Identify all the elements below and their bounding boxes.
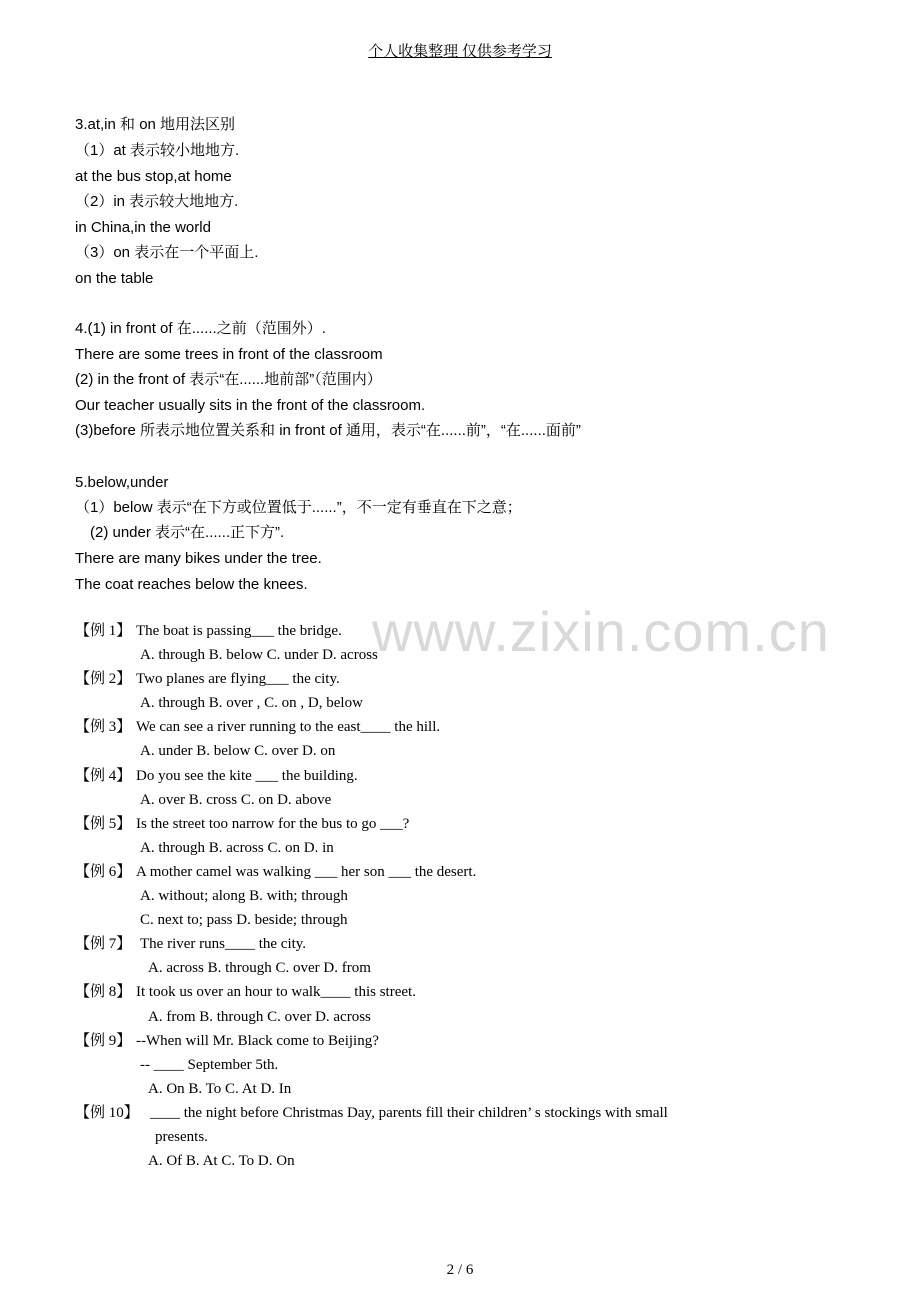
example-6-options-1: A. without; along B. with; through (140, 888, 348, 904)
example-5-options: A. through B. across C. on D. in (140, 840, 334, 856)
section-3-line-3: （3）on 表示在一个平面上. (75, 244, 259, 261)
section-4-line-3: (3)before 所表示地位置关系和 in front of 通用，表示“在......前”，“在......面前” (75, 422, 581, 439)
page-header: 个人收集整理 仅供参考学习 (368, 44, 552, 60)
example-2-options: A. through B. over , C. on , D, below (140, 695, 363, 711)
section-3-line-2: （2）in 表示较大地地方. (75, 193, 239, 210)
example-10-question: ____ the night before Christmas Day, parents fill their children’ s stockings with small (150, 1105, 668, 1121)
example-10-question-continued: presents. (155, 1129, 208, 1145)
section-5-line-1: （1）below 表示“在下方或位置低于......”，不一定有垂直在下之意； (75, 499, 522, 516)
section-4-line-1: 4.(1) in front of 在......之前（范围外）. (75, 320, 326, 337)
section-3-example-3: on the table (75, 270, 154, 287)
example-7-label: 【例 7】 (75, 936, 132, 952)
example-2-question: Two planes are flying___ the city. (136, 671, 340, 687)
example-5-label: 【例 5】 (75, 816, 132, 832)
example-4-question: Do you see the kite ___ the building. (136, 768, 358, 784)
example-5-question: Is the street too narrow for the bus to go ___? (136, 816, 410, 832)
example-7-question: The river runs____ the city. (140, 936, 307, 952)
example-6-label: 【例 6】 (75, 864, 132, 880)
example-3-label: 【例 3】 (75, 719, 132, 735)
example-9-question: --When will Mr. Black come to Beijing? (136, 1033, 379, 1049)
example-1-label: 【例 1】 (75, 623, 132, 639)
example-1-question: The boat is passing___ the bridge. (136, 623, 342, 639)
section-3-example-1: at the bus stop,at home (75, 168, 232, 185)
example-8-question: It took us over an hour to walk____ this street. (136, 984, 416, 1000)
example-10-options: A. Of B. At C. To D. On (148, 1153, 295, 1169)
example-6-options-2: C. next to; pass D. beside; through (140, 912, 348, 928)
section-5-title: 5.below,under (75, 474, 169, 491)
section-5-example-2: The coat reaches below the knees. (75, 576, 308, 593)
example-6-question: A mother camel was walking ___ her son ___ the desert. (136, 864, 477, 880)
example-4-label: 【例 4】 (75, 768, 132, 784)
section-3-title: 3.at,in 和 on 地用法区别 (75, 116, 236, 133)
example-8-options: A. from B. through C. over D. across (148, 1009, 371, 1025)
example-9-answer-prompt: -- ____ September 5th. (140, 1057, 279, 1073)
page-number: 2 / 6 (446, 1262, 474, 1278)
example-10-label: 【例 10】 (75, 1105, 139, 1121)
example-2-label: 【例 2】 (75, 671, 132, 687)
section-5-line-2: (2) under 表示“在......正下方”. (90, 524, 285, 541)
section-3-example-2: in China,in the world (75, 219, 211, 236)
example-3-options: A. under B. below C. over D. on (140, 743, 336, 759)
section-4-line-2: (2) in the front of 表示“在......地前部”（范围内） (75, 371, 382, 388)
example-3-question: We can see a river running to the east____ the hill. (136, 719, 441, 735)
section-5-example-1: There are many bikes under the tree. (75, 550, 322, 567)
section-4-example-1: There are some trees in front of the classroom (75, 346, 383, 363)
watermark: www.zixin.com.cn (372, 600, 830, 663)
section-3-line-1: （1）at 表示较小地地方. (75, 142, 240, 159)
example-9-label: 【例 9】 (75, 1033, 132, 1049)
example-1-options: A. through B. below C. under D. across (140, 647, 378, 663)
example-4-options: A. over B. cross C. on D. above (140, 792, 332, 808)
section-4-example-2: Our teacher usually sits in the front of the classroom. (75, 397, 426, 414)
example-9-options: A. On B. To C. At D. In (148, 1081, 292, 1097)
example-8-label: 【例 8】 (75, 984, 132, 1000)
example-7-options: A. across B. through C. over D. from (148, 960, 371, 976)
